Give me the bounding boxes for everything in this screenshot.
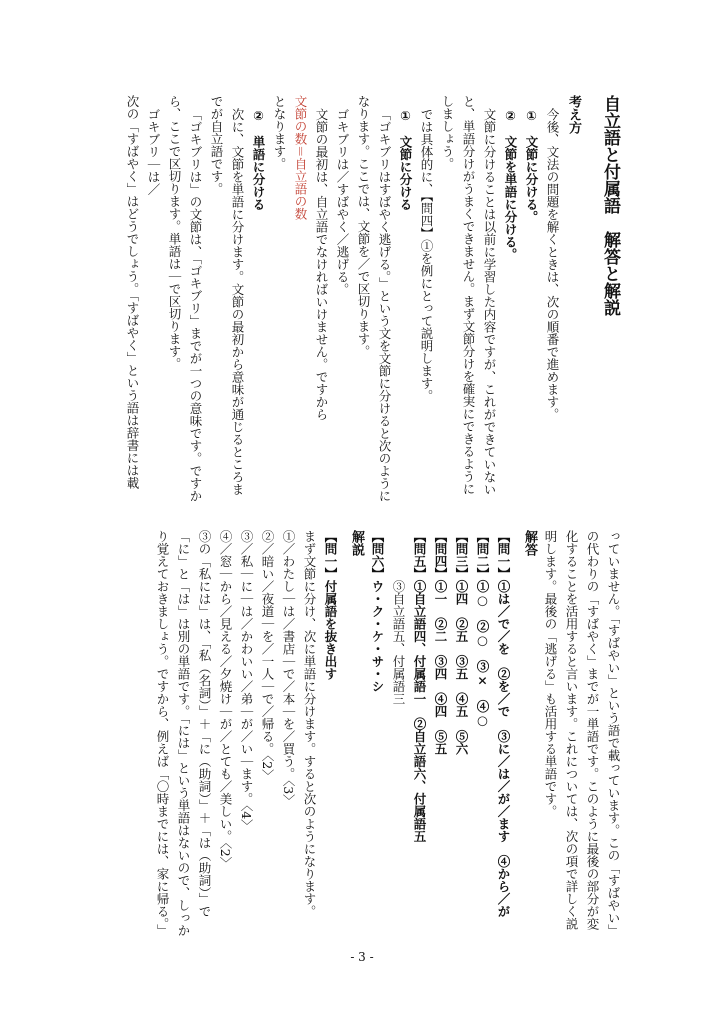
- lower-section: [124, 530, 624, 950]
- text-line: 化することを活用すると言います。これについては、次の項で詳しく説: [564, 530, 579, 930]
- answer-line: ③自立語五、付属語三: [391, 580, 406, 705]
- explanation-line: ①／わたし｜は／書店｜で／本｜を／買う。〈3〉: [281, 530, 296, 807]
- explanation-line: ③／私｜に｜は／かわいい／弟｜が／い｜ます。〈4〉: [239, 530, 254, 832]
- subheading-line: ② 単語に分ける: [251, 107, 266, 210]
- answer-line: 【問二】①○ ②○ ③× ④○: [475, 530, 490, 728]
- explanation-line: ③の「私には」は、「私（名詞）」＋「に（助詞）」＋「は（助詞）」で: [197, 530, 212, 918]
- explanation-line: まず文節に分け、次に単語に分けます。すると次のようになります。: [302, 530, 317, 918]
- section-heading-approach: 考え方: [566, 95, 581, 134]
- explanation-line: ②／暗い／夜道｜を／一人｜で／帰る。〈2〉: [260, 530, 275, 782]
- step-line: ② 文節を単語に分ける。: [503, 107, 518, 260]
- text-line: 明します。最後の「逃げる」も活用する単語です。: [543, 530, 558, 818]
- text-line: っていません。「すばやい」という語で載っています。この「すばやい」: [606, 530, 621, 937]
- text-line: 次に、文節を単語に分けます。文節の最初から意味が通じるところま: [230, 107, 245, 495]
- section-heading-answers: 解答: [522, 530, 537, 556]
- page-number: - 3 -: [350, 950, 374, 964]
- text-line: ゴキブリ｜は／: [146, 107, 161, 195]
- explanation-line: 「に」と「は」は別の単語です。「には」という単語はないので、しっか: [176, 530, 191, 937]
- explanation-line: ④／窓｜から／見える／夕焼け｜が／とても／美しい。〈2〉: [218, 530, 233, 870]
- subheading-line: ① 文節に分ける: [398, 107, 413, 210]
- answer-line: 【問四】①一 ②二 ③四 ④四 ⑤五: [433, 530, 448, 755]
- text-line: ゴキブリは／すばやく／逃げる。: [335, 107, 350, 295]
- text-line: 文節に分けることは以前に学習した内容ですが、これができていない: [482, 107, 497, 495]
- text-line: 「ゴキブリは」の文節は、「ゴキブリ」までが一つの意味です。ですか: [188, 107, 203, 502]
- text-line: 次の「すばやく」はどうでしょう。「すばやく」という語は辞書には載: [125, 95, 140, 489]
- text-line: となります。: [272, 95, 287, 170]
- text-line: なります。ここでは、文節を／で区切ります。: [356, 95, 371, 358]
- text-line: では具体的に、【問四】①を例にとって説明します。: [419, 107, 434, 402]
- upper-section: [124, 95, 624, 515]
- step-line: ① 文節に分ける。: [524, 107, 539, 223]
- answer-line: 【問一】①は／で／を ②を／で ③に／は／が／ます ④から／が: [496, 530, 511, 918]
- explanation-line: り覚えておきましょう。ですから、例えば「〇時までには、家に帰る。」: [155, 530, 170, 937]
- text-line: と、単語分けがうまくできません。まず文節分けを確実にできるように: [461, 95, 476, 495]
- text-line: ら、ここで区切ります。単語は｜で区切ります。: [167, 95, 182, 370]
- answer-line: 【問三】①四 ②五 ③五 ④五 ⑤六: [454, 530, 469, 755]
- highlighted-line: 文節の数＝自立語の数: [293, 95, 308, 221]
- section-heading-explanation: 解説: [349, 530, 364, 556]
- page-title: 自立語と付属語 解答と解説: [600, 95, 620, 316]
- answer-line: 【問五】①自立語四、付属語一 ②自立語六、付属語五: [412, 530, 427, 843]
- answer-line: 【問六】ウ・ク・ケ・サ・シ: [370, 530, 385, 693]
- text-line: 文節の最初は、自立語でなければいけません。ですから: [314, 107, 329, 420]
- text-line: しましょう。: [440, 95, 455, 170]
- text-line: の代わりの「すばやく」までが一単語です。このように最後の部分が変: [585, 530, 600, 930]
- text-line: でが自立語です。: [209, 95, 224, 195]
- explanation-subheading: 【問一】付属語を抜き出す: [323, 530, 338, 680]
- text-line: 「ゴキブリはすばやく逃げる。」という文を文節に分けると次のように: [377, 107, 392, 502]
- text-line: 今後、文法の問題を解くときは、次の順番で進めます。: [545, 107, 560, 420]
